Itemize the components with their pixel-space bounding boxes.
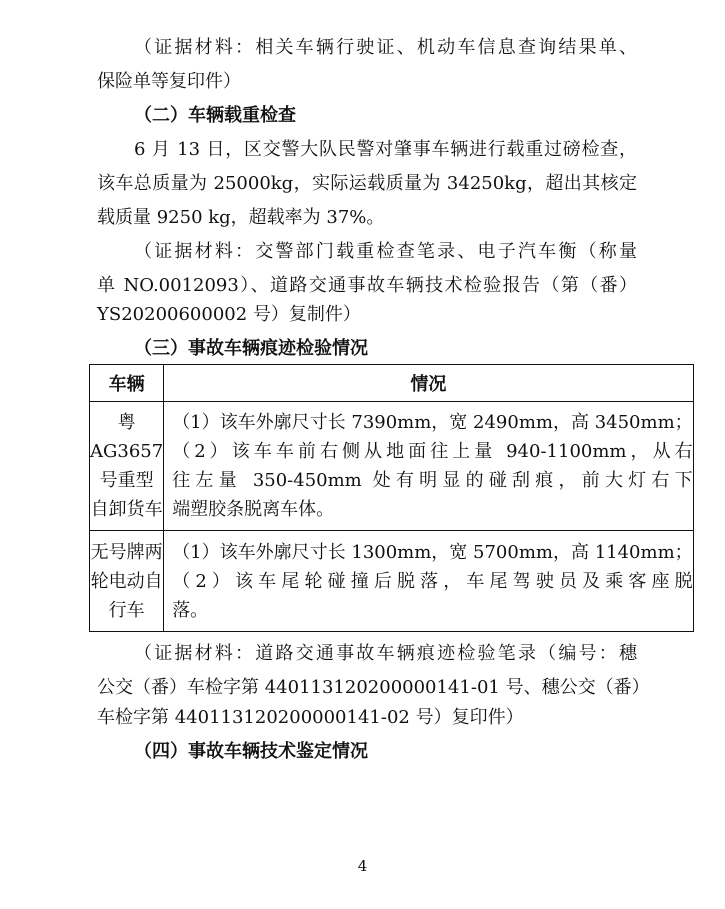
detail-line: 落。 [172, 599, 209, 621]
detail-line: （1）该车外廓尺寸长 7390mm，宽 2490mm，高 3450mm； [172, 412, 693, 433]
table-header-vehicle: 车辆 [90, 365, 164, 402]
evidence-materials-line: YS20200600002 号）复制件） [97, 304, 361, 325]
detail-line: （2）该车车前右侧从地面往上量 940-1100mm，从右 [172, 441, 693, 462]
evidence-materials-line: （证据材料：道路交通事故车辆痕迹检验笔录（编号：穗 [134, 643, 637, 664]
paragraph-line: 载质量 9250 kg，超载率为 37%。 [97, 207, 385, 228]
detail-line: 端塑胶条脱离车体。 [172, 499, 335, 520]
details-cell [164, 402, 693, 531]
evidence-materials-line: （证据材料：相关车辆行驶证、机动车信息查询结果单、 [134, 37, 637, 58]
section-heading-vehicle-load-check: （二）车辆载重检查 [134, 105, 296, 126]
detail-line: 往左量 350-450mm 处有明显的碰刮痕，前大灯右下 [172, 470, 693, 491]
trace-inspection-table [89, 364, 694, 632]
table-row [90, 402, 694, 531]
evidence-materials-line: （证据材料：交警部门载重检查笔录、电子汽车衡（称量 [134, 241, 637, 262]
table-header-condition: 情况 [164, 365, 693, 402]
evidence-materials-line: 保险单等复印件） [97, 71, 241, 92]
details-cell [164, 531, 693, 632]
page-number: 4 [357, 857, 368, 875]
paragraph-line: 该车总质量为 25000kg，实际运载质量为 34250kg，超出其核定 [97, 173, 637, 194]
paragraph-line: 6 月 13 日，区交警大队民警对肇事车辆进行载重过磅检查， [134, 139, 637, 160]
evidence-materials-line: 公交（番）车检字第 440113120200000141-01 号、穗公交（番） [97, 677, 650, 698]
section-heading-trace-inspection: （三）事故车辆痕迹检验情况 [134, 338, 368, 359]
table-row [90, 531, 694, 632]
detail-line: （2）该车尾轮碰撞后脱落，车尾驾驶员及乘客座脱 [172, 570, 693, 592]
section-heading-technical-appraisal: （四）事故车辆技术鉴定情况 [134, 741, 368, 762]
detail-line: （1）该车外廓尺寸长 1300mm，宽 5700mm，高 1140mm； [172, 541, 693, 563]
vehicle-cell: 粤 AG3657 号重型 自卸货车 [90, 402, 164, 531]
evidence-materials-line: 车检字第 440113120200000141-02 号）复印件） [97, 707, 524, 728]
evidence-materials-line: 单 NO.0012093）、道路交通事故车辆技术检验报告（第（番） [97, 275, 637, 296]
table-header-row [90, 365, 694, 402]
vehicle-cell: 无号牌两 轮电动自 行车 [90, 531, 164, 632]
